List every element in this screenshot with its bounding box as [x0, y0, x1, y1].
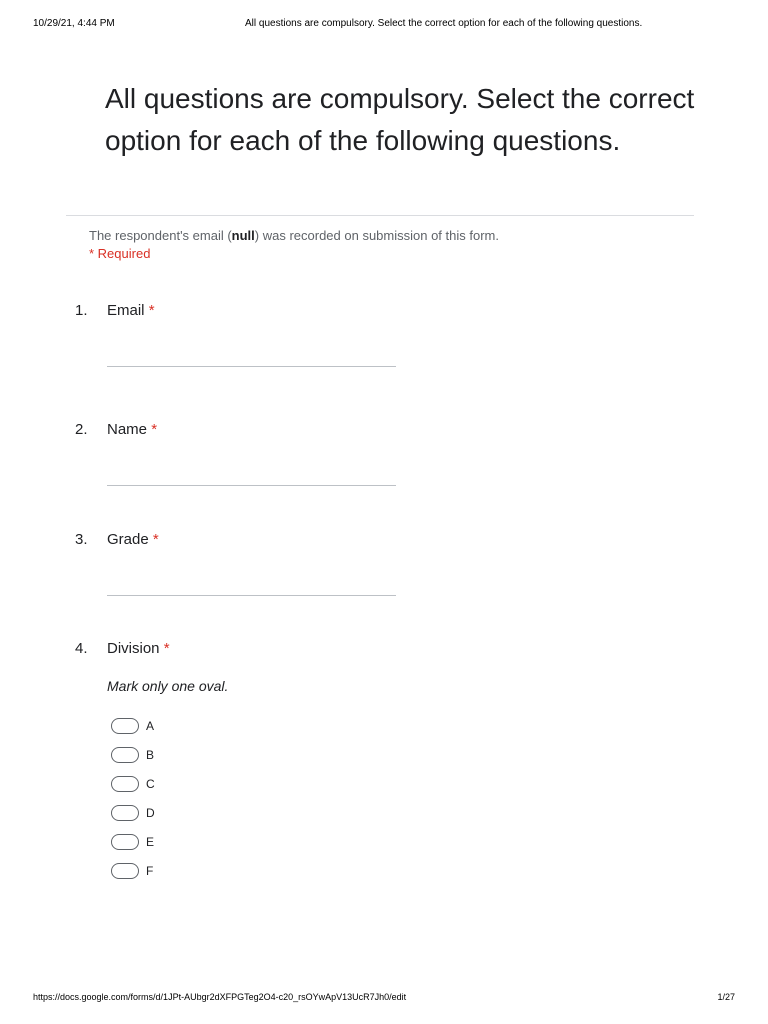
- question-label-text: Grade: [107, 531, 149, 548]
- print-title: All questions are compulsory. Select the correct option for each of the following questions.: [245, 18, 643, 29]
- required-asterisk: *: [152, 531, 159, 548]
- required-note: * Required: [89, 246, 151, 261]
- form-title: All questions are compulsory. Select the correct option for each of the following questions.: [105, 83, 695, 156]
- print-footer: [33, 992, 735, 1006]
- option-label: F: [146, 864, 154, 878]
- name-answer-field[interactable]: [107, 485, 396, 486]
- option-label: C: [146, 777, 155, 791]
- required-asterisk: *: [151, 421, 158, 438]
- email-note-suffix: ) was recorded on submission of this form.: [254, 228, 499, 243]
- radio-oval[interactable]: [111, 776, 139, 792]
- radio-oval[interactable]: [111, 805, 139, 821]
- question-label-text: Division: [107, 640, 160, 657]
- print-date: 10/29/21, 4:44 PM: [33, 18, 115, 29]
- division-hint: Mark only one oval.: [107, 678, 229, 694]
- radio-oval[interactable]: [111, 834, 139, 850]
- question-number: 2.: [75, 421, 88, 438]
- division-option-a[interactable]: [111, 718, 231, 736]
- question-label-text: Name: [107, 421, 148, 438]
- radio-oval[interactable]: [111, 863, 139, 879]
- question-number: 3.: [75, 531, 88, 548]
- option-label: D: [146, 806, 155, 820]
- division-option-d[interactable]: [111, 805, 231, 823]
- radio-oval[interactable]: [111, 718, 139, 734]
- grade-answer-field[interactable]: [107, 595, 396, 596]
- question-number: 1.: [75, 302, 88, 319]
- required-asterisk: *: [163, 640, 170, 657]
- print-header: [33, 18, 735, 32]
- question-number: 4.: [75, 640, 88, 657]
- division-option-f[interactable]: [111, 863, 231, 881]
- required-asterisk: *: [148, 302, 155, 319]
- question-label: [107, 531, 159, 548]
- title-divider: [66, 215, 694, 216]
- email-note-prefix: The respondent's email (: [89, 228, 232, 243]
- question-label: [107, 302, 155, 319]
- email-note: [89, 228, 499, 243]
- option-label: E: [146, 835, 155, 849]
- division-option-e[interactable]: [111, 834, 231, 852]
- question-label-text: Email: [107, 302, 145, 319]
- option-label: B: [146, 748, 155, 762]
- question-label: [107, 421, 157, 438]
- division-option-c[interactable]: [111, 776, 231, 794]
- option-label: A: [146, 719, 155, 733]
- print-url: https://docs.google.com/forms/d/1JPt-AUbgr2dXFPGTeg2O4-c20_rsOYwApV13UcR7Jh0/edit: [33, 992, 407, 1002]
- radio-oval[interactable]: [111, 747, 139, 763]
- question-label: [107, 640, 170, 657]
- page-number: 1/27: [717, 992, 735, 1002]
- division-option-b[interactable]: [111, 747, 231, 765]
- email-note-value: null: [231, 228, 255, 243]
- email-answer-field[interactable]: [107, 366, 396, 367]
